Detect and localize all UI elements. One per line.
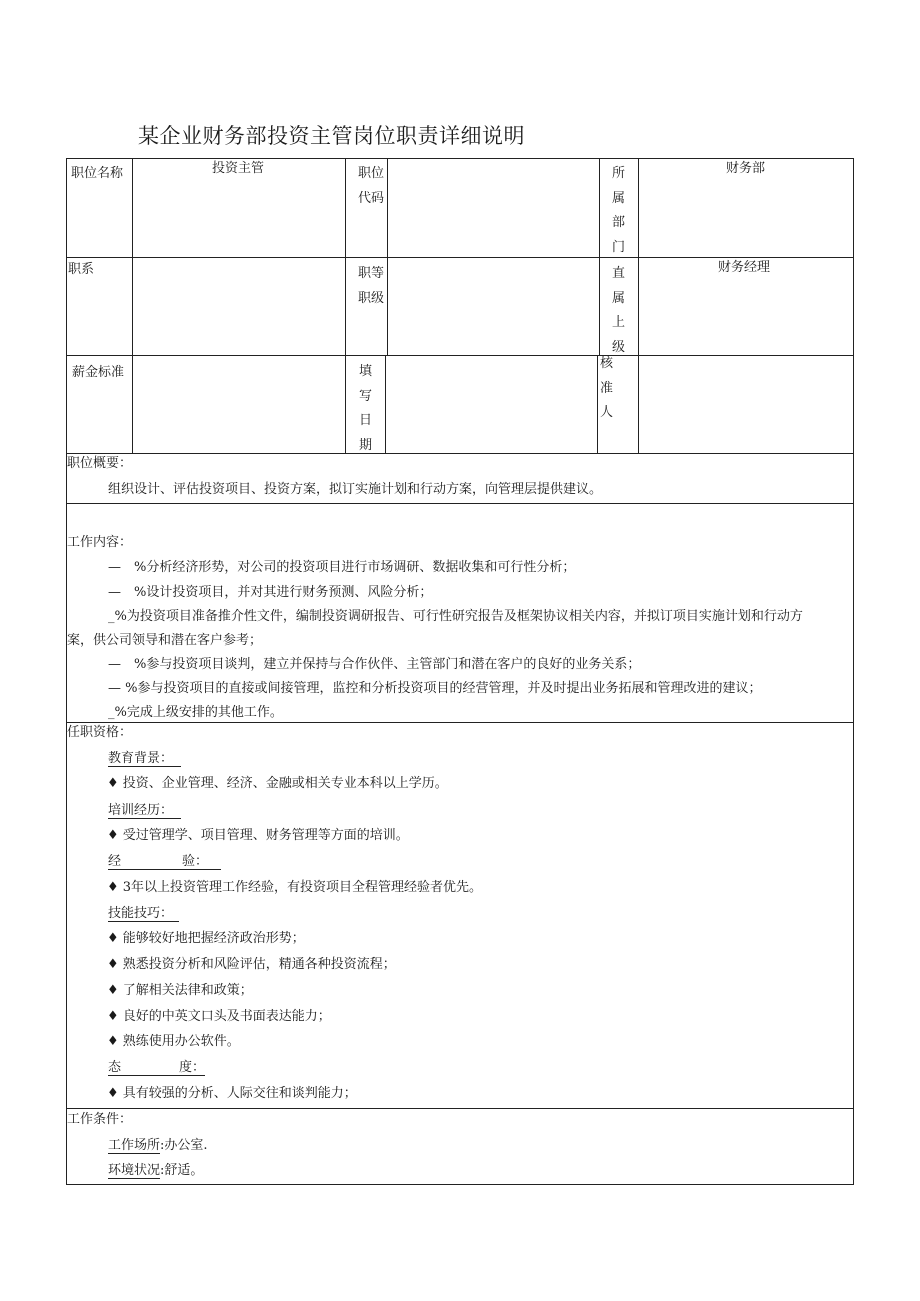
skills-item-3: ♦ 了解相关法律和政策； [107,983,253,998]
value-department: 财务部 [726,161,766,176]
skills-item-4: ♦ 良好的中英文口头及书面表达能力； [107,1009,331,1024]
value-supervisor: 财务经理 [718,260,771,275]
training-label-text: 培训经历： [108,803,181,819]
label-approver [600,352,630,432]
row-divider-2 [66,355,854,356]
label-approver-text: 核准人 [600,356,614,420]
work-item-4: — %参与投资项目谈判，建立并保持与合作伙伴、主管部门和潜在客户的良好的业务关系； [108,657,641,672]
attitude-label-underline [108,1060,205,1076]
label-salary: 薪金标准 [72,365,125,380]
qualifications-heading: 任职资格： [67,725,133,740]
conditions-heading: 工作条件： [67,1112,133,1127]
row-divider-6 [66,1108,854,1109]
label-supervisor: 直属上级 [612,266,626,355]
work-content-heading: 工作内容： [67,535,133,550]
col-divider-2 [345,158,346,454]
label-department: 所属部门 [612,166,626,255]
skills-label [108,901,179,926]
work-item-2: — %设计投资项目，并对其进行财务预测、风险分析； [108,585,433,600]
col-divider-3b [385,355,386,454]
table-border-bottom [66,1184,854,1185]
training-item-1: ♦ 受过管理学、项目管理、财务管理等方面的培训。 [107,828,409,843]
col-divider-4a [599,158,600,356]
conditions-place-label: 工作场所 [108,1138,161,1153]
row-divider-3 [66,453,854,454]
skills-item-1: ♦ 能够较好地把握经济政治形势； [107,931,305,946]
skills-item-5: ♦ 熟练使用办公软件。 [107,1034,240,1049]
label-fill-date: 填写日期 [359,364,373,453]
attitude-label-a: 态 [108,1060,122,1075]
experience-label-underline [108,854,221,870]
skills-label-text: 技能技巧： [108,906,179,922]
work-item-1: — %分析经济形势，对公司的投资项目进行市场调研、数据收集和可行性分析； [108,560,576,575]
education-item-1: ♦ 投资、企业管理、经济、金融或相关专业本科以上学历。 [107,776,448,791]
experience-item-1: ♦ 3年以上投资管理工作经验，有投资项目全程管理经验者优先。 [107,880,483,895]
experience-label-b: 验： [182,854,209,869]
table-border-left [66,158,67,1185]
training-label [108,798,181,823]
overview-heading: 职位概要： [67,456,133,471]
conditions-env-label: 环境状况 [108,1163,161,1178]
skills-item-2: ♦ 熟悉投资分析和风险评估，精通各种投资流程； [107,957,396,972]
conditions-environment [108,1158,203,1183]
work-item-6: _%完成上级安排的其他工作。 [108,705,283,720]
label-position-code: 职位代码 [358,166,385,206]
experience-label-a: 经 [108,854,122,869]
table-border-right [853,158,854,1185]
work-item-5: — %参与投资项目的直接或间接管理，监控和分析投资项目的经营管理，并及时提出业务拓展和管理改进的建议； [108,681,762,696]
value-position-name: 投资主管 [212,161,265,176]
attitude-item-1: ♦ 具有较强的分析、人际交往和谈判能力； [107,1086,357,1101]
row-divider-4 [66,503,854,504]
attitude-label [108,1055,205,1080]
label-job-family: 职系 [68,262,95,277]
page-title: 某企业财务部投资主管岗位职责详细说明 [138,124,525,148]
label-position-name: 职位名称 [71,166,124,181]
overview-text: 组织设计、评估投资项目、投资方案，拟订实施计划和行动方案，向管理层提供建议。 [108,482,603,497]
conditions-env-value: :舒适。 [160,1163,204,1178]
attitude-label-b: 度： [179,1060,206,1075]
work-item-3-line1: _%为投资项目准备推介性文件，编制投资调研报告、可行性研究报告及框架协议相关内容，并拟订项目实施计划和行动方 [108,609,803,624]
conditions-place [108,1133,208,1158]
education-label-text: 教育背景： [108,751,181,767]
conditions-place-value: :办公室. [160,1138,208,1153]
label-grade: 职等职级 [358,266,385,306]
education-label [108,746,181,771]
experience-label [108,849,221,874]
col-divider-1 [132,158,133,454]
col-divider-4b [597,355,598,454]
col-divider-5 [638,158,639,454]
work-item-3-line2: 案，供公司领导和潜在客户参考； [67,633,263,648]
